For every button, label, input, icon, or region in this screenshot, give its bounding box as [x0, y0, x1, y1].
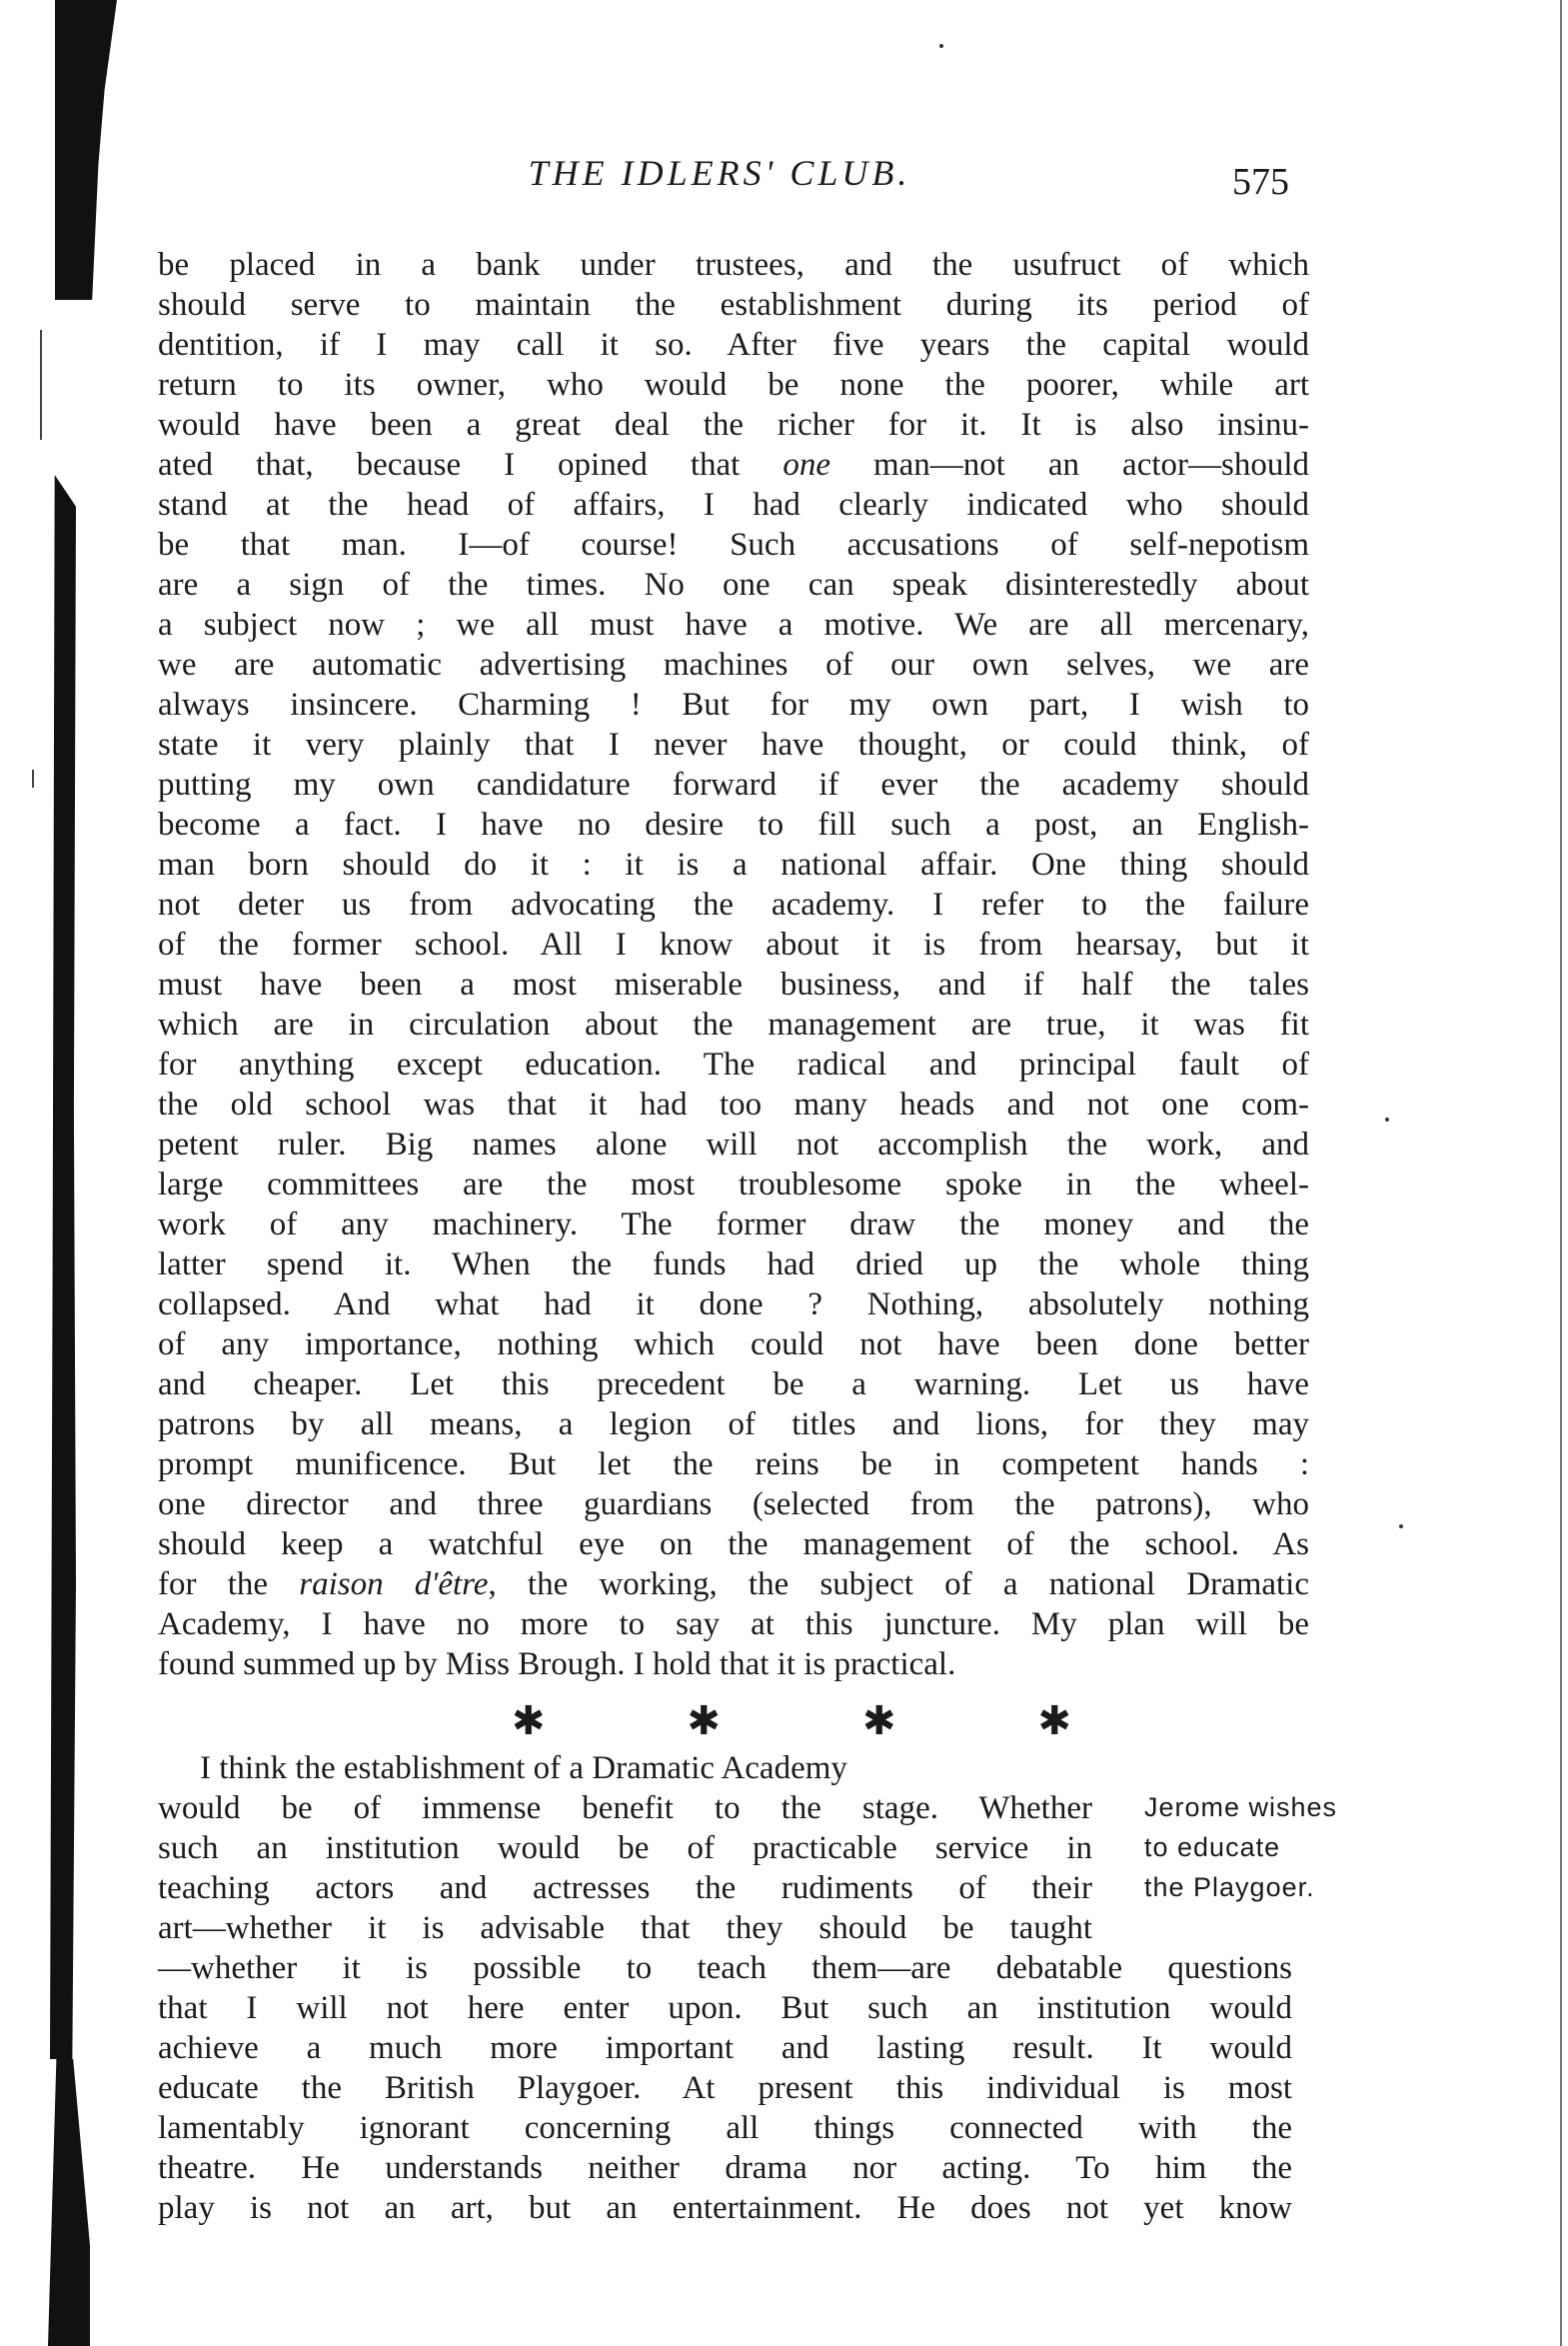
text-line: petent ruler. Big names alone will not accomplish the work, and — [158, 1127, 1309, 1163]
text-line: collapsed. And what had it done ? Nothing, absolutely nothing — [158, 1286, 1309, 1322]
text-line: that I will not here enter upon. But such an institution would — [158, 1990, 1292, 2026]
text-line: of any importance, nothing which could not have been done better — [158, 1326, 1309, 1362]
page-number: 575 — [1232, 161, 1289, 203]
text-line: become a fact. I have no desire to fill such a post, an English- — [158, 807, 1309, 843]
side-note — [1144, 1787, 1414, 1907]
text-line: work of any machinery. The former draw the money and the — [158, 1206, 1309, 1242]
text-line: a subject now ; we all must have a motive. We are all mercenary, — [158, 607, 1309, 643]
asterisk-icon: ✱ — [861, 1698, 896, 1743]
text-line: always insincere. Charming ! But for my own part, I wish to — [158, 687, 1309, 723]
text-line: for anything except education. The radical and principal fault of — [158, 1047, 1309, 1083]
asterisk-icon: ✱ — [687, 1698, 721, 1743]
text-line: not deter us from advocating the academy. I refer to the failure — [158, 887, 1309, 923]
text-line: should serve to maintain the establishment during its period of — [158, 287, 1309, 323]
text-line: play is not an art, but an entertainment. He does not yet know — [158, 2190, 1292, 2226]
text-line: ated that, because I opined that one man—not an actor—should — [158, 447, 1310, 483]
text-line: I think the establishment of a Dramatic Academy — [200, 1750, 847, 1786]
text-line: found summed up by Miss Brough. I hold that it is practical. — [158, 1646, 956, 1682]
scan-speck — [1399, 1524, 1403, 1528]
text-line: of the former school. All I know about it is from hearsay, but it — [158, 927, 1309, 963]
scan-edge-mark — [32, 770, 34, 788]
side-note-line: to educate — [1144, 1832, 1281, 1862]
text-line: large committees are the most troublesome spoke in the wheel- — [158, 1167, 1309, 1202]
scan-gutter-shadow — [48, 2059, 90, 2346]
text-line: one director and three guardians (selected from the patrons), who — [158, 1486, 1309, 1522]
scan-speck — [939, 44, 943, 48]
text-line: be placed in a bank under trustees, and the usufruct of which — [158, 247, 1309, 283]
text-line: man born should do it : it is a national affair. One thing should — [158, 847, 1309, 883]
text-line: should keep a watchful eye on the management of the school. As — [158, 1526, 1309, 1562]
scan-edge-mark — [40, 330, 42, 440]
text-line: stand at the head of affairs, I had clearly indicated who should — [158, 487, 1309, 523]
text-line: prompt munificence. But let the reins be in competent hands : — [158, 1446, 1309, 1482]
scan-gutter-shadow — [50, 475, 76, 2059]
text-line: for the raison d'être, the working, the subject of a national Dramatic — [158, 1566, 1309, 1602]
text-line: dentition, if I may call it so. After five years the capital would — [158, 327, 1309, 363]
text-line: we are automatic advertising machines of our own selves, we are — [158, 647, 1309, 683]
text-line: such an institution would be of practicable service in — [158, 1830, 1092, 1866]
text-line: —whether it is possible to teach them—are debatable questions — [158, 1950, 1292, 1986]
scan-page-edge — [1560, 0, 1562, 2346]
text-line: educate the British Playgoer. At present this individual is most — [158, 2070, 1292, 2106]
text-line: which are in circulation about the management are true, it was fit — [158, 1007, 1309, 1043]
text-line: state it very plainly that I never have thought, or could think, of — [158, 727, 1309, 763]
text-line: are a sign of the times. No one can speak disinterestedly about — [158, 567, 1309, 603]
text-line: teaching actors and actresses the rudiments of their — [158, 1870, 1092, 1906]
running-head: THE IDLERS' CLUB. — [528, 153, 911, 193]
text-line: Academy, I have no more to say at this juncture. My plan will be — [158, 1606, 1309, 1642]
text-line: must have been a most miserable business, and if half the tales — [158, 967, 1309, 1003]
text-line: theatre. He understands neither drama nor acting. To him the — [158, 2150, 1292, 2186]
text-line: would be of immense benefit to the stage. Whether — [158, 1790, 1092, 1826]
side-note-line: Jerome wishes — [1144, 1792, 1338, 1822]
text-line: be that man. I—of course! Such accusations of self-nepotism — [158, 527, 1309, 563]
text-line: return to its owner, who would be none the poorer, while art — [158, 367, 1309, 403]
side-note-line: the Playgoer. — [1144, 1872, 1315, 1902]
text-line: and cheaper. Let this precedent be a warning. Let us have — [158, 1366, 1309, 1402]
text-line: lamentably ignorant concerning all things connected with the — [158, 2110, 1292, 2146]
text-line: would have been a great deal the richer for it. It is also insinu- — [158, 407, 1309, 443]
scan-gutter-shadow — [55, 0, 117, 300]
asterisk-icon: ✱ — [1037, 1698, 1071, 1743]
scan-speck — [1385, 1118, 1389, 1122]
text-line: putting my own candidature forward if ever the academy should — [158, 767, 1309, 803]
text-line: art—whether it is advisable that they should be taught — [158, 1910, 1092, 1946]
text-line: latter spend it. When the funds had dried up the whole thing — [158, 1246, 1309, 1282]
text-line: achieve a much more important and lasting result. It would — [158, 2030, 1292, 2066]
text-line: the old school was that it had too many heads and not one com- — [158, 1087, 1309, 1123]
asterisk-icon: ✱ — [512, 1698, 546, 1743]
text-line: patrons by all means, a legion of titles and lions, for they may — [158, 1406, 1309, 1442]
section-divider — [512, 1697, 1071, 1744]
